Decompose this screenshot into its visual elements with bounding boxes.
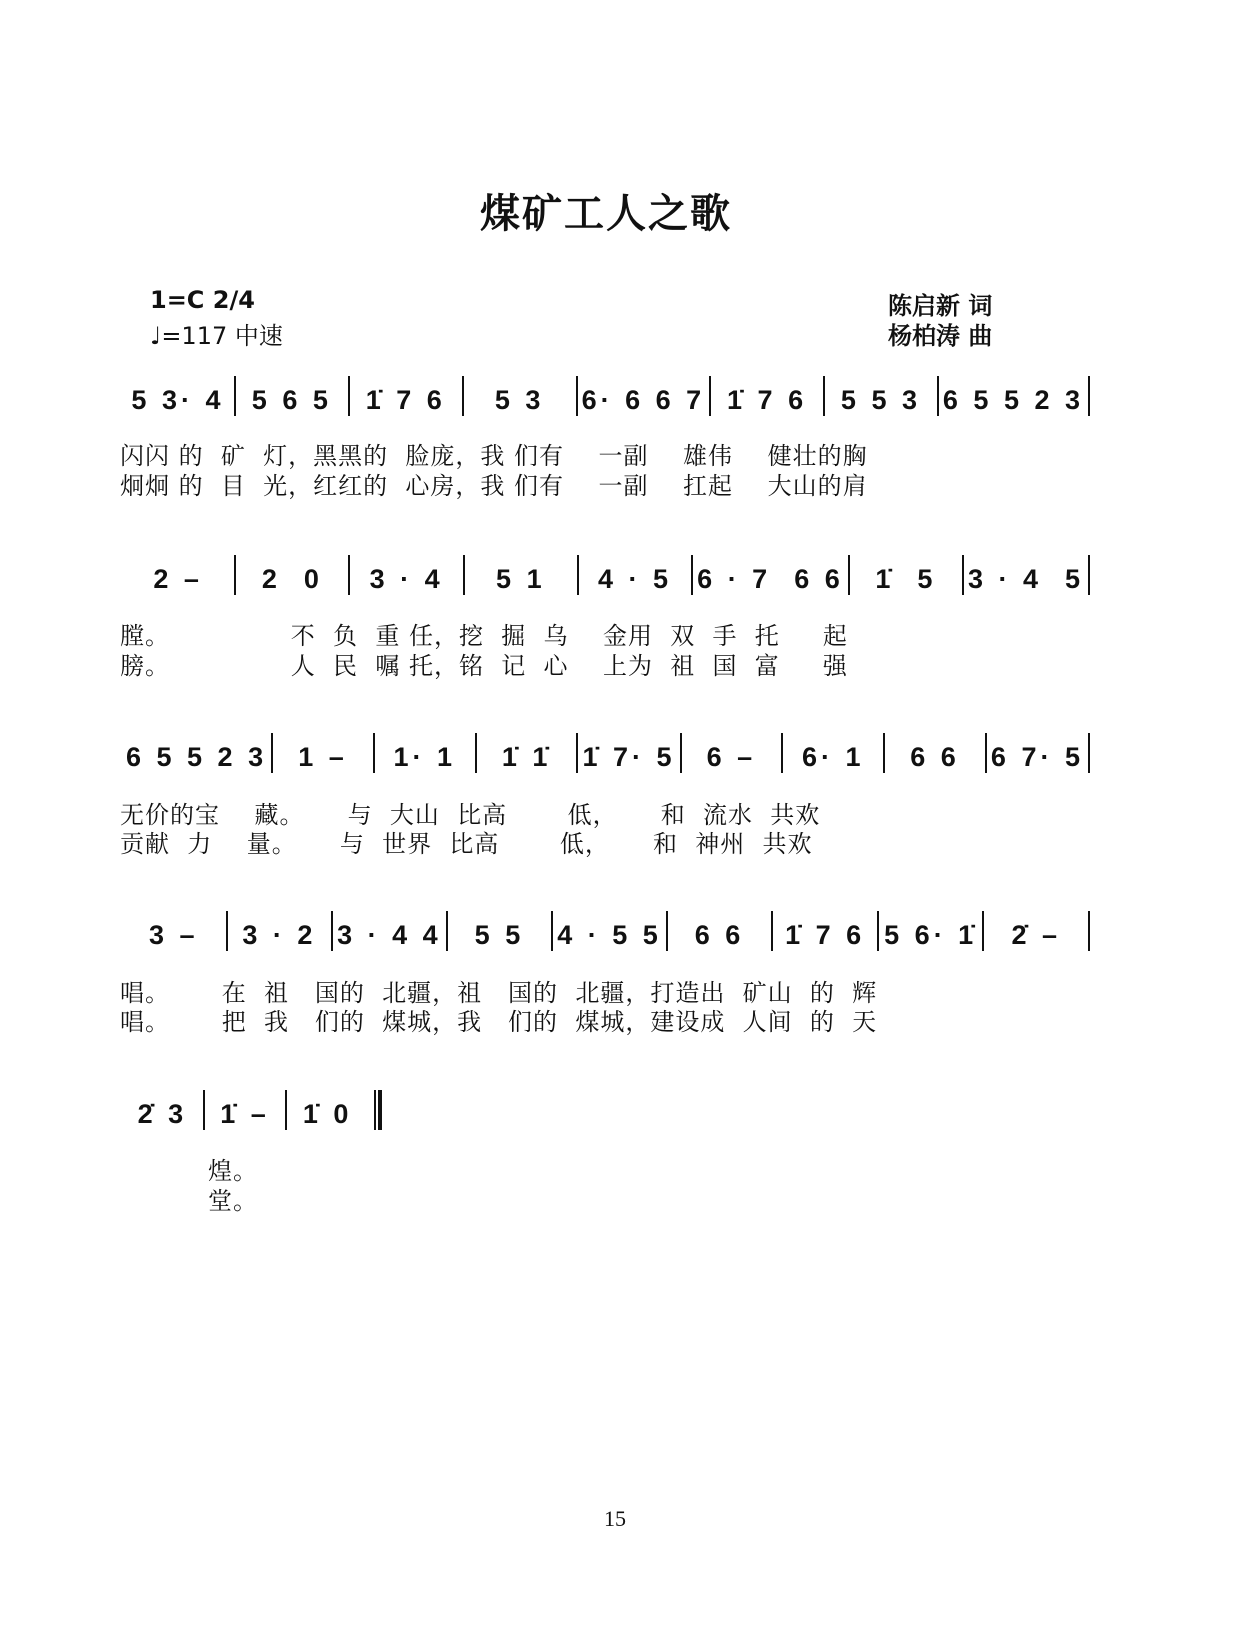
measure: 1̇ 7 6 xyxy=(365,385,446,415)
measure: 6 – xyxy=(706,742,757,772)
measure: 3 – xyxy=(149,920,199,950)
page-number: 15 xyxy=(604,1506,626,1531)
lyric-line-1: 膛。 不 负 重 任，挖 掘 乌 金用 双 手 托 起 xyxy=(120,622,848,650)
measure: 2 – xyxy=(153,564,203,594)
measure: 3 · 4 xyxy=(369,564,444,594)
barline xyxy=(1088,376,1090,416)
measure: 5 5 3 xyxy=(840,385,921,415)
notation-system xyxy=(122,733,1090,773)
lyricist-credit: 陈启新 词 xyxy=(888,292,993,320)
lyric-line-2: 膀。 人 民 嘱 托，铭 记 心 上为 祖 国 富 强 xyxy=(120,652,848,680)
measure: 6 5 5 2 3 xyxy=(126,742,268,772)
measure: 3 · 2 xyxy=(242,920,317,950)
measure: 6 7· 5 xyxy=(990,742,1084,772)
measure: 2̇ 3 xyxy=(137,1099,188,1129)
measure: 1· 1 xyxy=(393,742,457,772)
measure: 6· 1 xyxy=(801,742,865,772)
measure: 3 · 4 4 xyxy=(337,920,442,950)
notation-system xyxy=(122,376,1090,416)
lyric-line-2: 堂。 xyxy=(208,1187,258,1215)
lyric-line-1: 无价的宝 藏。 与 大山 比高 低， 和 流水 共欢 xyxy=(120,801,821,829)
measure: 6 5 5 2 3 xyxy=(942,385,1084,415)
song-title: 煤矿工人之歌 xyxy=(480,191,732,237)
measure: 1̇ 5 xyxy=(875,564,937,594)
measure: 5 6 5 xyxy=(251,385,332,415)
measure: 6· 6 6 7 xyxy=(581,385,706,415)
measure: 3 · 4 5 xyxy=(967,564,1085,594)
measure: 1 – xyxy=(298,742,348,772)
barline xyxy=(1088,733,1090,773)
measure: 5 1 xyxy=(496,564,546,594)
measure: 1̇ 1̇ xyxy=(501,742,552,772)
composer-credit: 杨柏涛 曲 xyxy=(888,322,993,350)
lyric-line-2: 唱。 把 我 们的 煤城，我 们的 煤城，建设成 人间 的 天 xyxy=(120,1008,878,1036)
final-barline xyxy=(374,1090,382,1130)
notation-system xyxy=(122,555,1090,595)
tempo-marking: ♩=117 中速 xyxy=(150,322,283,350)
lyric-line-1: 煌。 xyxy=(208,1157,258,1185)
measure: 1̇ 7· 5 xyxy=(582,742,676,772)
measure: 6 6 xyxy=(694,920,745,950)
measure: 6 · 7 6 6 xyxy=(697,564,844,594)
barline xyxy=(1088,555,1090,595)
measure: 5 5 xyxy=(474,920,525,950)
measure: 5 3· 4 xyxy=(131,385,225,415)
measure: 2̇ – xyxy=(1011,920,1062,950)
measure: 1̇ 7 6 xyxy=(727,385,808,415)
measure: 5 3 xyxy=(494,385,545,415)
lyric-line-2: 贡献 力 量。 与 世界 比高 低， 和 神州 共欢 xyxy=(120,830,813,858)
key-signature: 1=C 2/4 xyxy=(150,286,255,314)
notation-system xyxy=(122,1090,382,1130)
measure: 1̇ 7 6 xyxy=(785,920,866,950)
measure: 1̇ – xyxy=(220,1099,270,1129)
measure: 1̇ 0 xyxy=(302,1099,353,1129)
measure: 6 6 xyxy=(910,742,960,772)
measure: 4 · 5 5 xyxy=(557,920,662,950)
barline xyxy=(1088,911,1090,951)
measure: 2 0 xyxy=(261,564,323,594)
lyric-line-1: 唱。 在 祖 国的 北疆，祖 国的 北疆，打造出 矿山 的 辉 xyxy=(120,979,878,1007)
measure: 5 6· 1̇ xyxy=(884,920,978,950)
notation-system xyxy=(122,911,1090,951)
lyric-line-1: 闪闪 的 矿 灯，黑黑的 脸庞，我 们有 一副 雄伟 健壮的胸 xyxy=(120,442,868,470)
lyric-line-2: 炯炯 的 目 光，红红的 心房，我 们有 一副 扛起 大山的肩 xyxy=(120,472,868,500)
measure: 4 · 5 xyxy=(598,564,673,594)
